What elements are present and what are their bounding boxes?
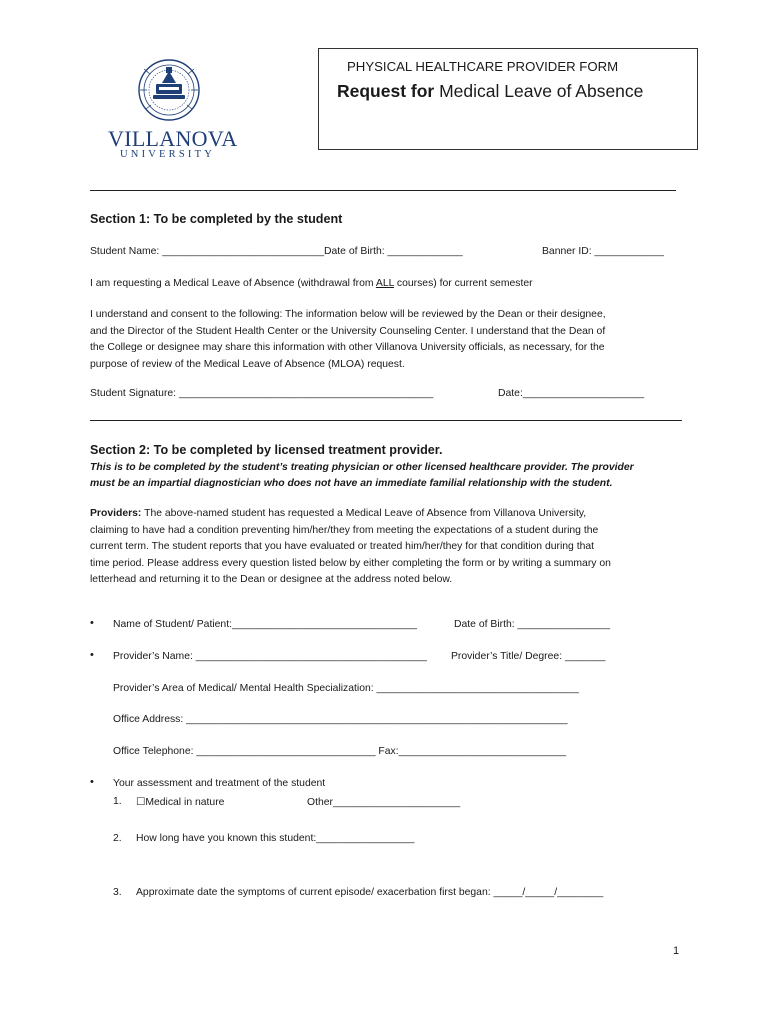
request-post: courses) for current semester <box>394 278 533 289</box>
form-type: PHYSICAL HEALTHCARE PROVIDER FORM <box>347 59 619 74</box>
medical-in-nature-checkbox[interactable]: ☐Medical in nature <box>136 797 225 808</box>
patient-name-field[interactable]: Name of Student/ Patient:________________________________ <box>113 619 417 630</box>
note-line: This is to be completed by the student’s treating physician or other licensed healthcare provider. The provider <box>90 462 634 473</box>
provider-title-field[interactable]: Provider’s Title/ Degree: _______ <box>451 651 606 662</box>
section1-heading: Section 1: To be completed by the student <box>90 212 343 226</box>
providers-line: claiming to have had a condition preventing him/her/they from meeting the expectations of a student during the <box>90 524 599 536</box>
signature-date-field[interactable]: Date:_____________________ <box>498 388 645 399</box>
consent-paragraph <box>90 307 606 373</box>
page-number: 1 <box>673 945 680 957</box>
form-title-box <box>318 48 698 150</box>
bullet-icon: • <box>90 776 94 788</box>
provider-requirement-note <box>90 460 634 492</box>
logo-subtitle: UNIVERSITY <box>120 149 215 160</box>
question-1-number: 1. <box>113 796 122 807</box>
banner-id-field[interactable]: Banner ID: ____________ <box>542 246 664 257</box>
student-signature-field[interactable]: Student Signature: ____________________________________________ <box>90 388 434 399</box>
providers-line: The above-named student has requested a Medical Leave of Absence from Villanova University, <box>141 508 587 519</box>
form-title-bold: Request for <box>337 81 435 101</box>
consent-line: the College or designee may share this information with other Villanova University officials, as necessary, for the <box>90 342 605 353</box>
patient-dob-field[interactable]: Date of Birth: ________________ <box>454 619 610 630</box>
providers-line: current term. The student reports that you have evaluated or treated him/her/they for that condition during that <box>90 541 595 553</box>
bullet-icon: • <box>90 617 94 629</box>
providers-line: letterhead and returning it to the Dean or designee at the address noted below. <box>90 574 453 586</box>
student-name-line[interactable]: Student Name: ____________________________Date of Birth: _____________ <box>90 246 463 257</box>
consent-line: purpose of review of the Medical Leave of Absence (MLOA) request. <box>90 358 405 370</box>
specialization-field[interactable]: Provider’s Area of Medical/ Mental Health Specialization: ___________________________________ <box>113 683 579 694</box>
leave-request-statement <box>90 278 533 289</box>
request-all: ALL <box>375 278 394 289</box>
villanova-logo <box>104 57 238 163</box>
request-pre: I am requesting a Medical Leave of Absence (withdrawal from <box>90 278 376 289</box>
other-field[interactable]: Other______________________ <box>307 797 461 808</box>
note-line: must be an impartial diagnostician who does not have an immediate familial relationship with the student. <box>90 478 613 489</box>
consent-line: I understand and consent to the following: The information below will be reviewed by the Dean or their designee, <box>90 309 606 320</box>
providers-label: Providers: <box>90 508 142 519</box>
section-divider <box>90 420 682 421</box>
form-title-rest: Medical Leave of Absence <box>434 81 644 101</box>
header-divider <box>90 190 676 191</box>
assessment-heading: Your assessment and treatment of the student <box>113 778 326 789</box>
bullet-icon: • <box>90 649 94 661</box>
consent-line: and the Director of the Student Health Center or the University Counseling Center. I understand that the Dean of <box>90 325 606 337</box>
known-duration-field[interactable]: How long have you known this student:_________________ <box>136 833 415 844</box>
section2-heading: Section 2: To be completed by licensed treatment provider. <box>90 443 443 457</box>
question-3-number: 3. <box>113 887 122 898</box>
providers-paragraph <box>90 506 611 589</box>
provider-name-field[interactable]: Provider’s Name: ________________________________________ <box>113 651 427 662</box>
symptom-onset-date-field[interactable]: Approximate date the symptoms of current episode/ exacerbation first began: _____/_____/________ <box>136 887 604 898</box>
question-2-number: 2. <box>113 833 122 844</box>
office-phone-fax-field[interactable]: Office Telephone: _______________________________ Fax:_____________________________ <box>113 746 567 757</box>
office-address-field[interactable]: Office Address: __________________________________________________________________ <box>113 714 568 725</box>
logo-name: VILLANOVA <box>108 126 238 151</box>
form-title <box>337 81 643 102</box>
providers-line: time period. Please address every question listed below by either completing the form or by writing a summary on <box>90 557 611 569</box>
